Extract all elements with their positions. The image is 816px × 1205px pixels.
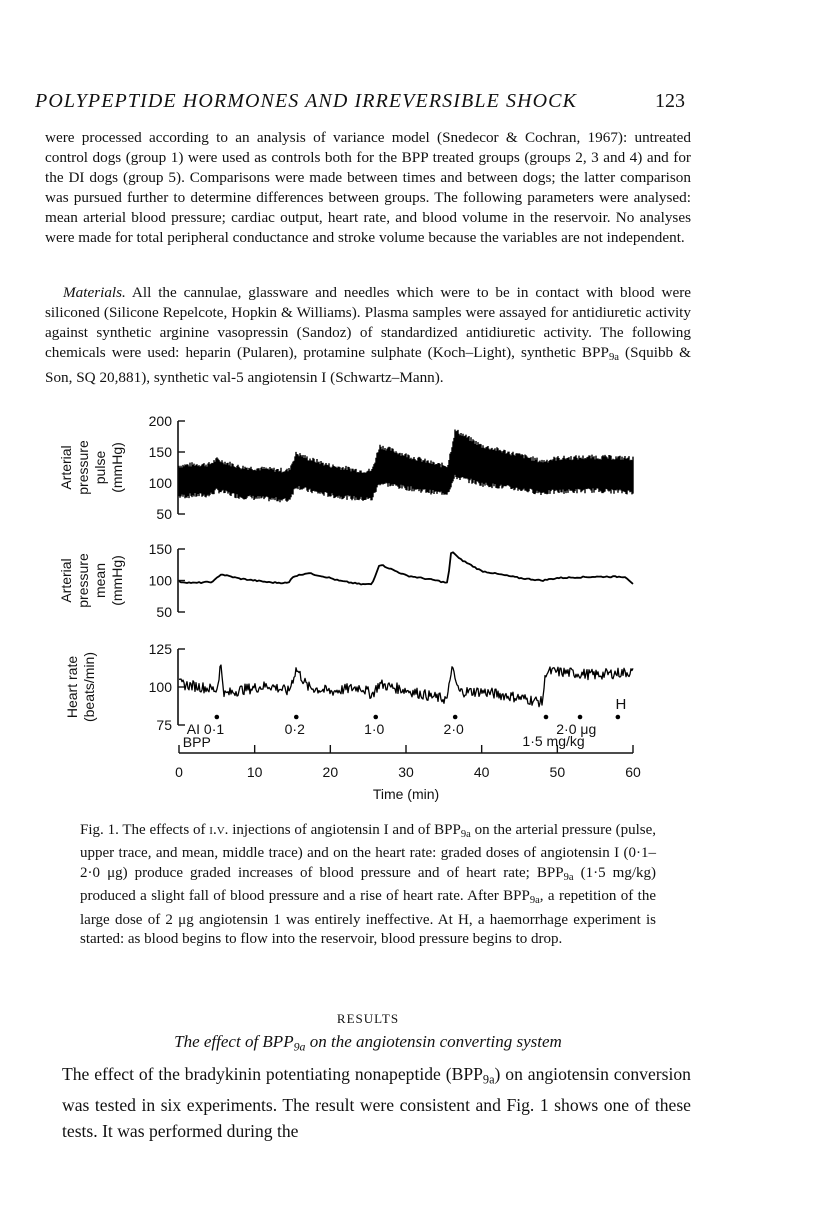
- materials-text-b: (Squibb & Son, SQ 20,881), synthetic val-5 angiotensin I (Schwartz–Mann).: [45, 343, 691, 386]
- y-tick-label: 125: [148, 641, 172, 657]
- caption-part-a: injections of angiotensin I and of BPP: [228, 822, 461, 838]
- injection-marker: [294, 715, 299, 720]
- y-tick-label: 100: [148, 679, 172, 695]
- y-axis-label: Arterial: [58, 558, 74, 603]
- y-axis-label: (beats/min): [81, 651, 97, 723]
- subscript: 9a: [293, 1039, 306, 1054]
- paragraph-text: were processed according to an analysis of variance model (Snedecor & Cochran, 1967): untreated control dogs (group 1) were used as controls both for the BPP treated groups (groups 2, 3 and 4) and for the DI dogs (group 5). Comparisons were made between times and between dogs; the latter comparison was pursued further to determine differences between groups. The following parameters were analysed: mean arterial blood pressure; cardiac output, heart rate, and blood volume in the reservoir. No analyses were made for total peripheral conductance and stroke volume because the variables are not independent.: [45, 129, 691, 246]
- paragraph-text: [62, 1062, 691, 1144]
- paragraph-text: [45, 283, 691, 388]
- y-axis-label: pressure: [75, 440, 91, 495]
- dose-label: H: [615, 696, 627, 713]
- subscript: 9a: [563, 871, 574, 883]
- pulse-pressure-trace: [179, 430, 633, 503]
- caption-part-b: on the arterial pressure (pulse, upper trace, and mean, middle trace) and on the heart rate: graded doses of angiotensin I (0·1–2·0 μg) produce graded increases of blood pressure and of heart rate; BPP: [80, 822, 656, 881]
- section-heading-results: RESULTS: [336, 1011, 400, 1026]
- injection-marker: [215, 715, 220, 720]
- mean-pressure-trace: [179, 552, 633, 584]
- paragraph-materials: [45, 283, 691, 388]
- x-tick-label: 30: [398, 764, 414, 780]
- injection-marker: [616, 715, 621, 720]
- x-tick-label: 0: [175, 764, 183, 780]
- y-tick-label: 50: [156, 506, 172, 522]
- chart-svg: [55, 405, 655, 815]
- injection-marker: [453, 715, 458, 720]
- y-axis-label: (mmHg): [109, 442, 125, 493]
- dose-label: 2·0 μg: [556, 721, 597, 737]
- paragraph-methods-analysis: [45, 128, 691, 247]
- bpp-dose-label: 1·5 mg/kg: [522, 733, 585, 749]
- y-tick-label: 50: [156, 604, 172, 620]
- x-tick-label: 20: [322, 764, 339, 780]
- figure-1-chart: [55, 405, 655, 815]
- bpp-label: BPP: [182, 734, 211, 750]
- page-number: 123: [655, 90, 685, 112]
- y-tick-label: 100: [148, 572, 172, 589]
- results-text-a: The effect of the bradykinin potentiating nonapeptide (BPP: [62, 1064, 483, 1084]
- subscript: 9a: [460, 829, 471, 841]
- y-tick-label: 75: [156, 717, 172, 733]
- dose-label: AI 0·1: [186, 721, 225, 737]
- y-tick-label: 200: [148, 413, 172, 429]
- subscript: 9a: [529, 895, 540, 907]
- x-tick-label: 10: [246, 764, 263, 780]
- running-head: [35, 90, 685, 120]
- caption-iv: i.v.: [209, 822, 229, 838]
- caption-text: [80, 821, 656, 949]
- y-axis-label: pressure: [75, 553, 91, 608]
- y-axis-label: (mmHg): [109, 555, 125, 606]
- caption-part-c: (1·5 mg/kg) produced a slight fall of blood pressure and a rise of heart rate. After BPP: [80, 864, 656, 905]
- y-tick-label: 150: [148, 444, 172, 460]
- subheading-part-b: on the angiotensin converting system: [305, 1032, 562, 1051]
- subscript: 9a: [482, 1072, 495, 1087]
- y-axis-label: pulse: [92, 450, 108, 485]
- injection-marker: [373, 715, 378, 720]
- dose-label: 1·0: [364, 721, 385, 737]
- injection-marker: [578, 715, 583, 720]
- x-axis-label: Time (min): [372, 786, 440, 802]
- paragraph-results: [62, 1062, 691, 1144]
- caption-part-d: , a repetition of the large dose of 2 μg angiotensin 1 was entirely ineffective. At H, a haemorrhage experiment is started: as blood begins to flow into the reservoir, blood pressure begins to drop.: [80, 888, 657, 947]
- dose-label: 2·0: [443, 721, 464, 737]
- y-tick-label: 150: [148, 541, 172, 557]
- x-tick-label: 40: [473, 764, 490, 780]
- subsection-heading: [0, 1032, 736, 1055]
- caption-lead: Fig. 1. The effects of: [80, 822, 210, 838]
- y-tick-label: 100: [148, 475, 172, 491]
- results-text-b: ) on angiotensin conversion was tested in six experiments. The result were consistent and Fig. 1 shows one of these tests. It was performed during the: [62, 1064, 691, 1141]
- x-tick-label: 50: [549, 764, 566, 780]
- y-axis-label: Heart rate: [64, 655, 80, 719]
- materials-lead: Materials.: [63, 284, 126, 301]
- injection-marker: [544, 715, 549, 720]
- subheading-part-a: The effect of BPP: [174, 1032, 294, 1051]
- dose-label: 0·2: [284, 721, 305, 737]
- y-axis-label: Arterial: [58, 445, 74, 490]
- heart-rate-trace: [179, 665, 633, 707]
- y-axis-label: mean: [92, 562, 108, 599]
- figure-caption: [80, 821, 656, 949]
- running-head-title: POLYPEPTIDE HORMONES AND IRREVERSIBLE SHOCK: [35, 90, 578, 112]
- x-tick-label: 60: [625, 764, 641, 780]
- subscript: 9a: [608, 351, 619, 363]
- materials-text-a: All the cannulae, glassware and needles which were to be in contact with blood were siliconed (Silicone Repelcote, Hopkin & Williams). Plasma samples were assayed for antidiuretic activity against synthetic arginine vasopressin (Sandoz) of standardized antidiuretic activity. The following chemicals were used: heparin (Pularen), protamine sulphate (Koch–Light), synthetic BPP: [45, 284, 691, 361]
